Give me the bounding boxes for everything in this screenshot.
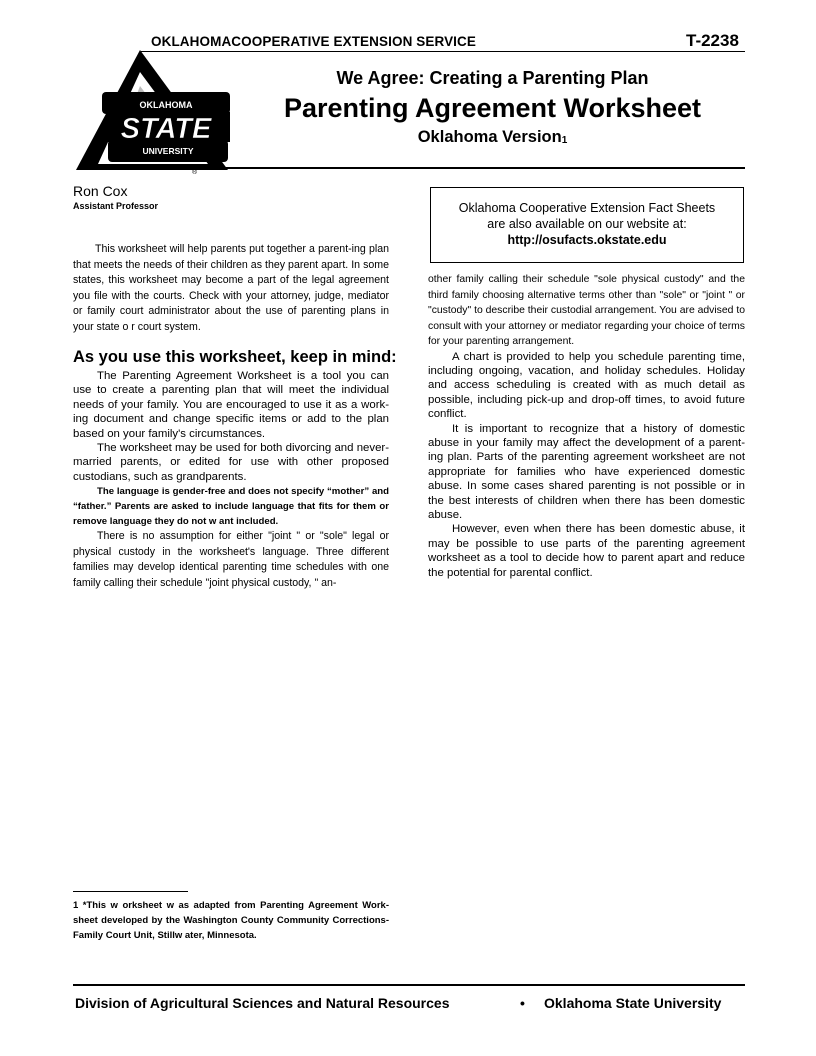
website-link[interactable]: http://osufacts.okstate.edu xyxy=(507,233,667,247)
footer-university: Oklahoma State University xyxy=(544,995,722,1011)
author-name: Ron Cox xyxy=(73,183,128,199)
body-paragraph: A chart is provided to help you schedule parenting time, including ongoing, vacation, and holiday schedules. Holiday and access scheduling is created with as much detail as possible, including pick-up and drop-off times, to avoid future conflict. xyxy=(428,350,745,421)
footer-division: Division of Agricultural Sciences and Natural Resources xyxy=(75,995,450,1011)
intro-paragraph: This worksheet will help parents put together a parent-ing plan that meets the needs of their children as they parent apart. In some states, this worksheet may become a part of the legal agreement you file with the courts. Check with your attorney, judge, mediator or family court administrator about the use of parenting plans in your state o r court system. xyxy=(73,243,389,333)
service-name: OKLAHOMACOOPERATIVE EXTENSION SERVICE xyxy=(151,34,476,49)
logo-top-text: OKLAHOMA xyxy=(139,100,193,110)
body-paragraph: It is important to recognize that a history of domestic abuse in your family may affect the development of a parent-ing plan. Parts of the parenting agreement worksheet are not appropriate for families who have experienced domestic abuse. In some cases shared parenting is not possible or in the best interests of children when there has been domestic abuse. xyxy=(428,422,745,521)
body-paragraph: The Parenting Agreement Worksheet is a tool you can use to create a parenting plan that will meet the individual needs of your family. You are encouraged to use it as a work-ing document and change specific items or add to the plan based on your family's circumstances. xyxy=(73,370,389,440)
fact-sheet-box xyxy=(430,187,744,263)
body-paragraph: The worksheet may be used for both divorcing and never-married parents, or edited for use with other proposed custodians, such as grandparents. xyxy=(73,442,389,483)
fact-box-line: Oklahoma Cooperative Extension Fact Sheets xyxy=(458,201,716,215)
version-text: Oklahoma Version xyxy=(417,128,562,146)
logo-main-text: STATE xyxy=(120,113,212,145)
footnote-rule xyxy=(73,891,188,892)
footer-rule xyxy=(73,984,745,986)
title-rule xyxy=(214,167,745,169)
version-footnote-marker: 1 xyxy=(561,135,568,146)
logo-bottom-text: UNIVERSITY xyxy=(142,146,194,156)
right-column-body xyxy=(428,272,745,580)
osu-logo xyxy=(68,46,236,178)
fact-box-line: are also available on our website at: xyxy=(487,217,687,231)
footer-bullet: • xyxy=(520,995,525,1011)
subtitle: We Agree: Creating a Parenting Plan xyxy=(336,68,649,88)
body-paragraph: However, even when there has been domestic abuse, it may be possible to use parts of the parenting agreement worksheet as a tool to decide how to parent apart and reduce the potential for parental conflict. xyxy=(428,523,745,579)
author-title: Assistant Professor xyxy=(73,201,159,211)
left-column-body xyxy=(73,369,389,591)
body-paragraph-bold: The language is gender-free and does not specify “mother” and “father.” Parents are asked to include language that fits for them or remove language they do not w ant included. xyxy=(73,486,389,528)
version-label xyxy=(250,128,735,147)
body-paragraph: other family calling their schedule "sole physical custody" and the third family choosing alternative terms other than "sole" or "joint " or "custody" to describe their custodial arrangement. You are advised to consult with your attorney or mediator regarding your choice of terms for your parenting arrangement. xyxy=(428,274,745,347)
footnote: 1 *This w orksheet w as adapted from Parenting Agreement Work-sheet developed by the Washington County Community Corrections-Family Court Unit, Stillw ater, Minnesota. xyxy=(73,900,389,941)
page-title: Parenting Agreement Worksheet xyxy=(283,93,702,123)
logo-registered-mark: ® xyxy=(192,169,198,176)
document-number: T-2238 xyxy=(686,31,739,50)
body-paragraph: There is no assumption for either "joint " or "sole" legal or physical custody in the worksheet's language. Three different families may develop identical parenting time schedules with one family calling their schedule "joint physical custody, " an- xyxy=(73,530,389,589)
section-heading: As you use this worksheet, keep in mind: xyxy=(73,348,397,366)
